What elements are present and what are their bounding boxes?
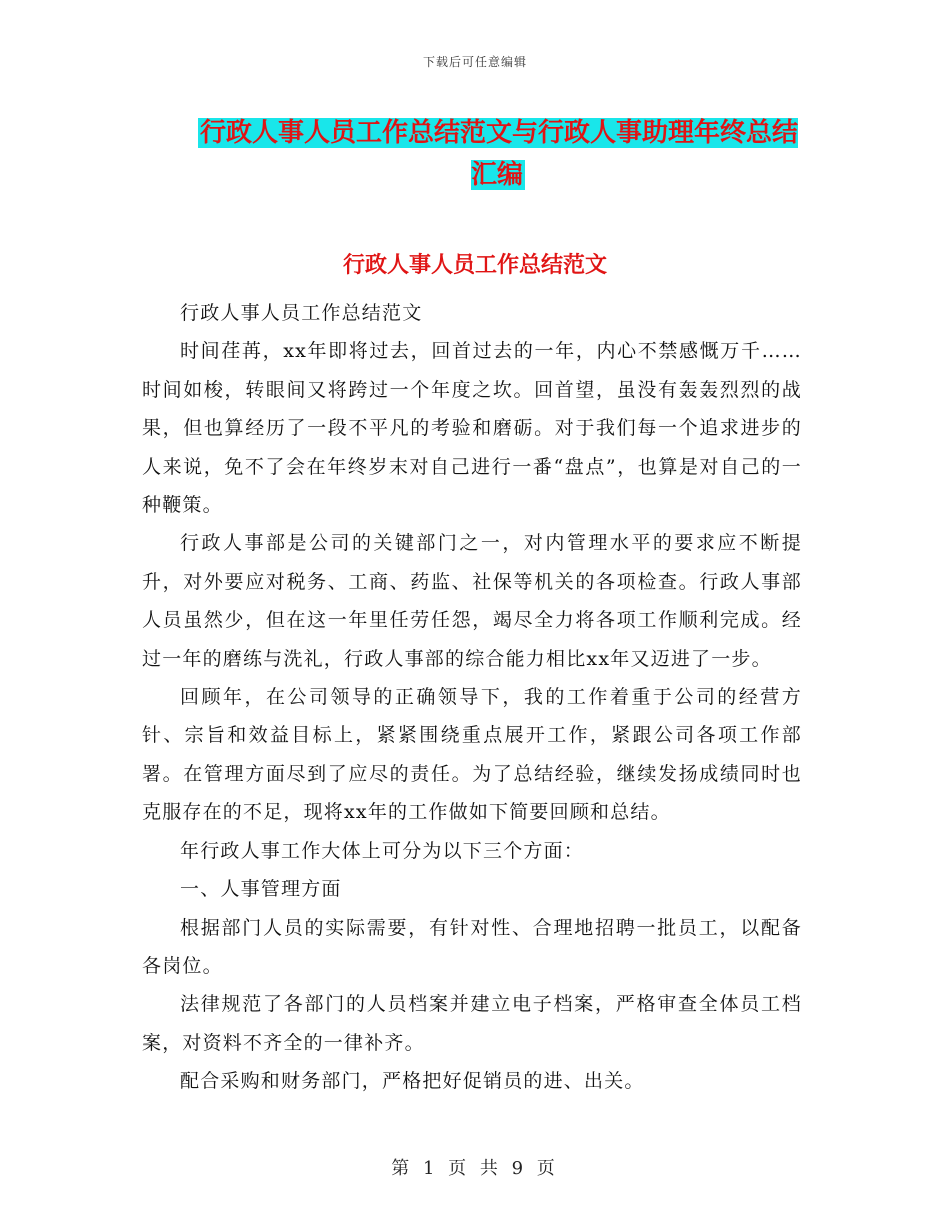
paragraph: 年行政人事工作大体上可分为以下三个方面： — [180, 839, 585, 862]
header-note: 下载后可任意编辑 — [422, 55, 527, 69]
paragraph: 时间荏苒，xx年即将过去，回首过去的一年，内心不禁感慨万千……时间如梭，转眼间又将跨过一个年度之坎。回首望，虽没有轰轰烈烈的战果，但也算经历了一段不平凡的考验和磨砺。对于我们每一个追求进步的人来说，免不了会在年终岁末对自己进行一番“盘点”，也算是对自己的一种鞭策。 — [142, 340, 802, 517]
paragraph: 根据部门人员的实际需要，有针对性、合理地招聘一批员工，以配备各岗位。 — [142, 916, 802, 977]
paragraph: 行政人事人员工作总结范文 — [180, 302, 423, 324]
document-title — [192, 112, 804, 196]
paragraph: 一、人事管理方面 — [180, 878, 342, 901]
document-title-highlight: 行政人事人员工作总结范文与行政人事助理年终总结汇编 — [199, 118, 798, 190]
paragraph: 行政人事部是公司的关键部门之一，对内管理水平的要求应不断提升，对外要应对税务、工商、药监、社保等机关的各项检查。行政人事部人员虽然少，但在这一年里任劳任怨，竭尽全力将各项工作顺利完成。经过一年的磨练与洗礼，行政人事部的综合能力相比xx年又迈进了一步。 — [142, 532, 802, 670]
page-footer: 第 1 页 共 9 页 — [391, 1158, 559, 1179]
document-body — [142, 294, 802, 1101]
paragraph: 回顾年，在公司领导的正确领导下，我的工作着重于公司的经营方针、宗旨和效益目标上，紧紧围绕重点展开工作，紧跟公司各项工作部署。在管理方面尽到了应尽的责任。为了总结经验，继续发扬成绩同时也克服存在的不足，现将xx年的工作做如下简要回顾和总结。 — [142, 686, 802, 824]
section-title: 行政人事人员工作总结范文 — [342, 252, 607, 278]
paragraph: 法律规范了各部门的人员档案并建立电子档案，严格审查全体员工档案，对资料不齐全的一律补齐。 — [142, 993, 802, 1054]
paragraph: 配合采购和财务部门，严格把好促销员的进、出关。 — [180, 1070, 645, 1093]
